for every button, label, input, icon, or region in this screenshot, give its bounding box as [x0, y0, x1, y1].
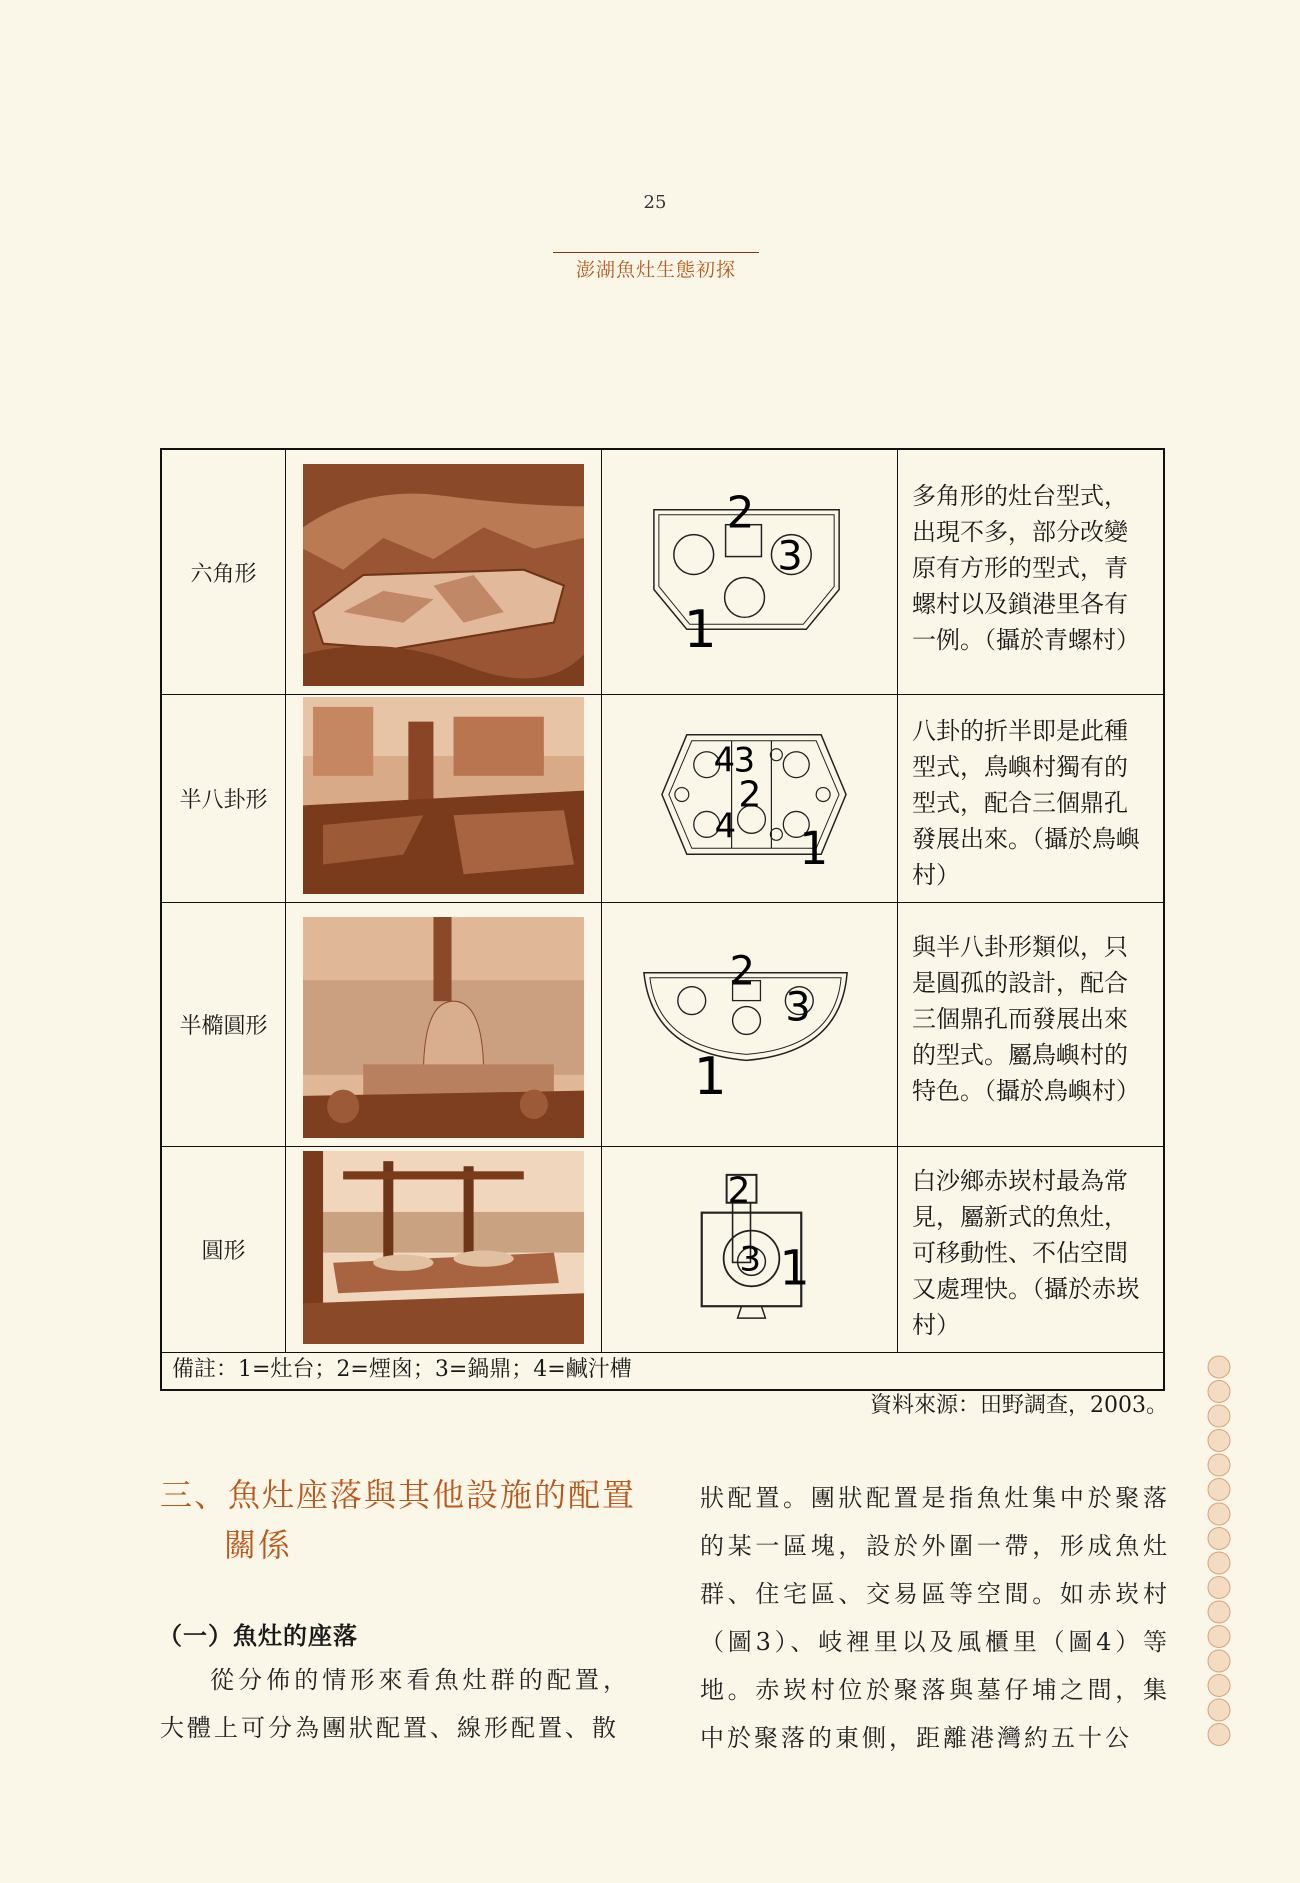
ornament	[1208, 1626, 1230, 1648]
label-2: 2	[729, 948, 755, 995]
photo-half-ellipse-stove	[303, 917, 584, 1138]
label-3: 3	[739, 1239, 762, 1279]
label-3: 3	[785, 984, 811, 1031]
page-number: 25	[643, 192, 667, 213]
photo-round-stove	[303, 1151, 584, 1344]
type-description: 白沙鄉赤崁村最為常見，屬新式的魚灶，可移動性、不佔空間又處理快。（攝於赤崁村）	[912, 1167, 1140, 1339]
ornament	[1208, 1724, 1230, 1746]
diagram-round	[602, 1147, 897, 1352]
diagram-cell	[602, 695, 898, 902]
type-description: 多角形的灶台型式，出現不多，部分改變原有方形的型式，青螺村以及鎖港里各有一例。（攝於青螺村）	[912, 482, 1140, 654]
section-heading	[160, 1470, 640, 1570]
diagram-hexagon	[602, 450, 897, 694]
section-heading-line2: 關係	[224, 1526, 293, 1564]
ornament	[1208, 1601, 1230, 1623]
running-header: 澎湖魚灶生態初探	[575, 259, 736, 281]
photo-cell	[286, 695, 602, 902]
label-1: 1	[683, 600, 717, 661]
label-2: 2	[727, 1170, 751, 1212]
ornament	[1208, 1699, 1230, 1721]
diagram-half-ellipse	[602, 903, 897, 1146]
photo-hexagon-stove	[303, 464, 584, 686]
label-3: 3	[777, 533, 803, 580]
ornament	[1208, 1356, 1230, 1378]
section-heading-line1: 三、魚灶座落與其他設施的配置	[160, 1476, 637, 1514]
body-paragraph-left: 從分佈的情形來看魚灶群的配置，大體上可分為團狀配置、線形配置、散	[160, 1666, 630, 1742]
body-paragraph-right: 狀配置。團狀配置是指魚灶集中於聚落的某一區塊，設於外圍一帶，形成魚灶群、住宅區、交易區等空間。如赤崁村（圖3）、岐裡里以及風櫃里（圖4）等地。赤崁村位於聚落與墓仔埔之間，集中於聚落的東側，距離港灣約五十公	[700, 1484, 1170, 1752]
label-1: 1	[693, 1047, 727, 1108]
ornament	[1208, 1479, 1230, 1501]
diagram-cell	[602, 903, 898, 1146]
type-name: 六角形	[162, 450, 286, 694]
label-2: 2	[738, 774, 762, 816]
ornament	[1208, 1430, 1230, 1452]
label-4: 4	[714, 806, 737, 846]
source-caption: 資料來源：田野調查，2003。	[870, 1393, 1168, 1418]
table-row	[162, 903, 1163, 1147]
ornament	[1208, 1577, 1230, 1599]
ornament	[1208, 1503, 1230, 1525]
type-description: 八卦的折半即是此種型式，鳥嶼村獨有的型式，配合三個鼎孔發展出來。（攝於鳥嶼村）	[912, 717, 1140, 889]
ornament	[1208, 1454, 1230, 1476]
label-4: 4	[713, 740, 736, 780]
stove-types-table	[160, 448, 1165, 1391]
photo-cell	[286, 450, 602, 694]
header-rule	[553, 252, 759, 253]
decorative-border	[1199, 1355, 1239, 1755]
type-name: 半橢圓形	[162, 903, 286, 1146]
diagram-half-bagua	[602, 695, 897, 902]
ornament	[1208, 1650, 1230, 1672]
photo-cell	[286, 903, 602, 1146]
label-1: 1	[799, 822, 829, 876]
label-1: 1	[779, 1241, 810, 1297]
table-row	[162, 695, 1163, 903]
table-row	[162, 450, 1163, 695]
ornament	[1208, 1552, 1230, 1574]
label-3: 3	[733, 740, 756, 780]
photo-half-bagua-stove	[303, 697, 584, 894]
label-2: 2	[726, 487, 755, 539]
ornament	[1208, 1528, 1230, 1550]
diagram-cell	[602, 450, 898, 694]
table-row	[162, 1147, 1163, 1353]
ornament	[1208, 1675, 1230, 1697]
type-description: 與半八卦形類似，只是圓孤的設計，配合三個鼎孔而發展出來的型式。屬鳥嶼村的特色。（攝於鳥嶼村）	[912, 933, 1140, 1105]
type-name: 半八卦形	[162, 695, 286, 902]
diagram-cell	[602, 1147, 898, 1352]
table-note: 備註：1=灶台；2=煙囪；3=鍋鼎；4=鹹汁槽	[172, 1357, 632, 1382]
subheading: （一）魚灶的座落	[158, 1622, 358, 1650]
ornament	[1208, 1381, 1230, 1403]
photo-cell	[286, 1147, 602, 1352]
type-name: 圓形	[162, 1147, 286, 1352]
ornament	[1208, 1405, 1230, 1427]
